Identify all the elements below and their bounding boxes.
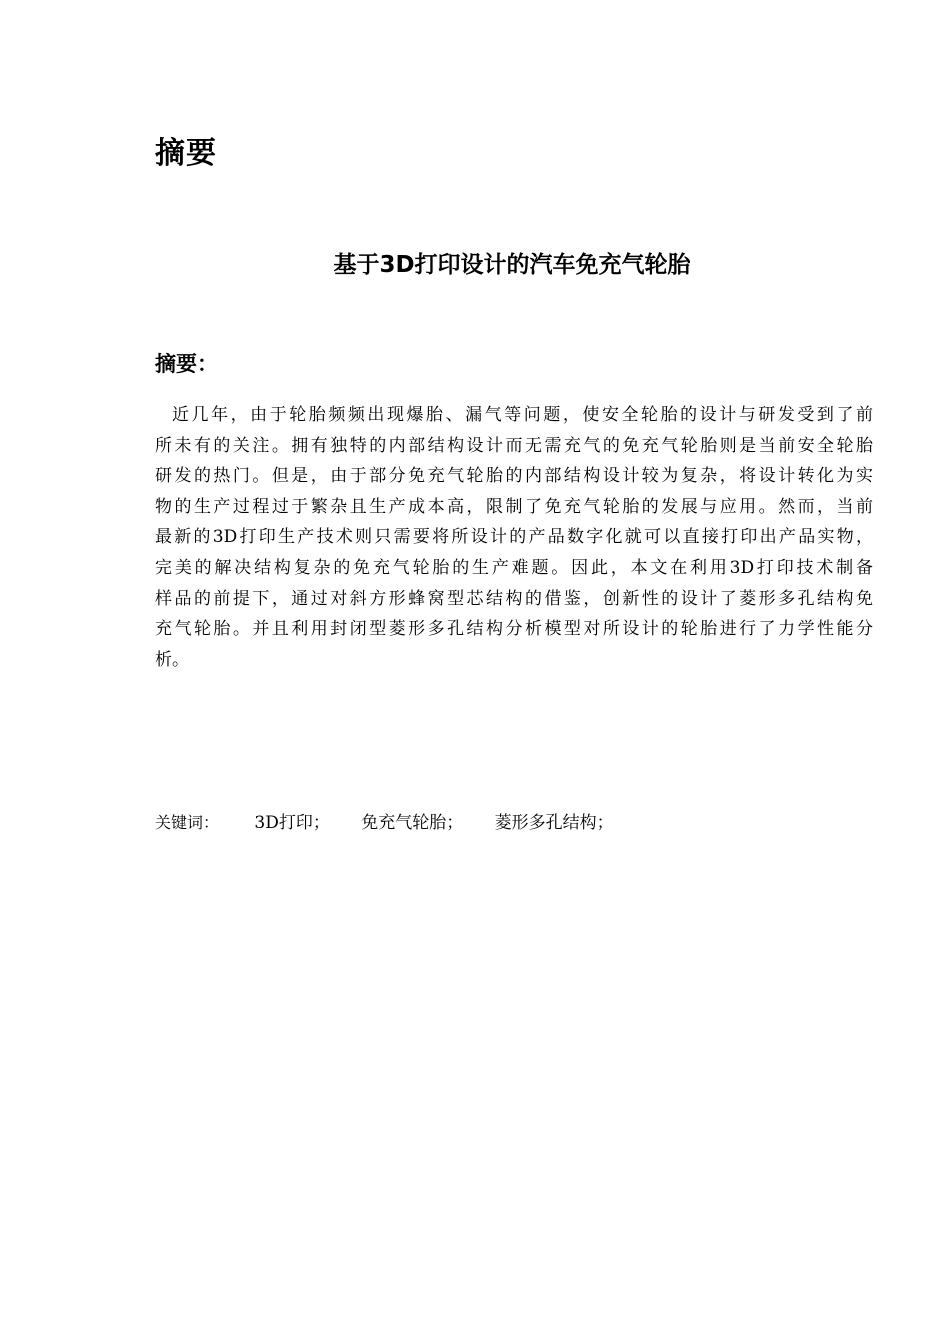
abstract-line: 近几年，由于轮胎频频出现爆胎、漏气等问题，使安全轮胎的设计与研发受到了前 [172,405,873,425]
abstract-line: 完美的解决结构复杂的免充气轮胎的生产难题。因此，本文在利用3D打印技术制备 [155,557,873,578]
document-title: 基于3D打印设计的汽车免充气轮胎 [333,252,691,278]
abstract-line: 充气轮胎。并且利用封闭型菱形多孔结构分析模型对所设计的轮胎进行了力学性能分 [155,619,873,640]
abstract-line: 物的生产过程过于繁杂且生产成本高，限制了免充气轮胎的发展与应用。然而，当前 [155,496,873,517]
keyword-item: 菱形多孔结构； [494,813,614,833]
abstract-label: 摘要： [155,352,218,376]
keyword-item: 免充气轮胎； [361,813,464,833]
keywords-row [155,808,640,833]
abstract-line: 最新的3D打印生产技术则只需要将所设计的产品数字化就可以直接打印出产品实物， [155,527,873,548]
abstract-line: 研发的热门。但是，由于部分免充气轮胎的内部结构设计较为复杂，将设计转化为实 [155,466,873,487]
abstract-line: 样品的前提下，通过对斜方形蜂窝型芯结构的借鉴，创新性的设计了菱形多孔结构免 [155,588,873,609]
abstract-body [155,400,873,675]
section-heading: 摘要 [155,136,217,171]
abstract-line: 所未有的关注。拥有独特的内部结构设计而无需充气的免充气轮胎则是当前安全轮胎 [155,435,873,456]
keyword-item: 3D打印； [254,813,330,833]
abstract-line: 析。 [155,649,189,670]
keywords-label: 关键词： [155,813,220,832]
